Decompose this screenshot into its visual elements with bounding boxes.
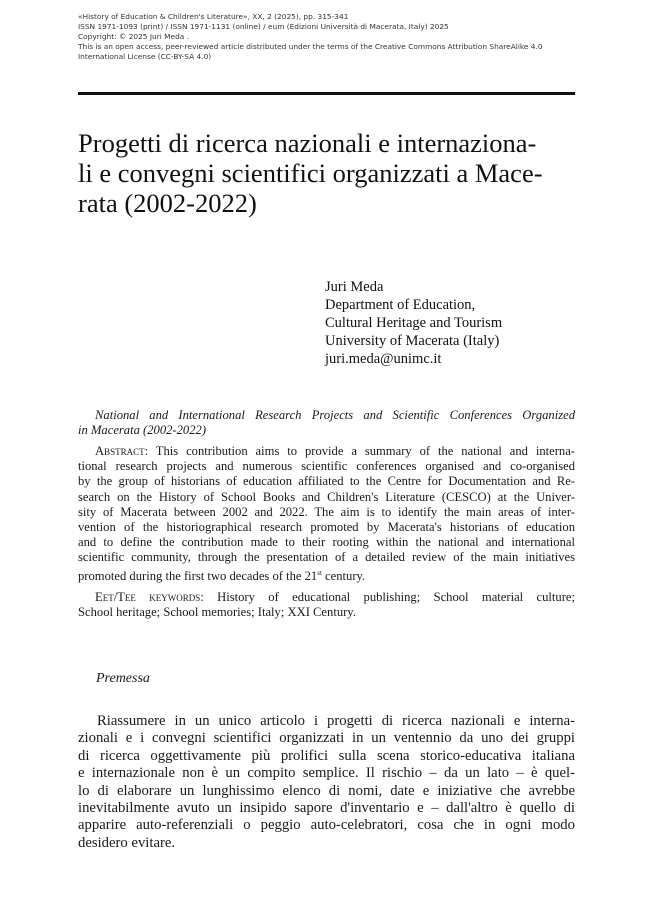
abstract-text: This contribution aims to provide a summary of the national and interna- [155, 444, 575, 458]
header-license-cont: International License (CC-BY-SA 4.0) [78, 52, 212, 61]
keywords-line [78, 590, 575, 605]
author-department: Department of Education, [325, 297, 476, 313]
abstract-text: century. [321, 568, 366, 583]
keywords-text: History of educational publishing; School material culture; [217, 590, 575, 604]
abstract-line: tional research projects and numerous scientific conferences organised and co-organised [78, 459, 575, 474]
title-line: rata (2002-2022) [78, 188, 257, 218]
header-copyright: Copyright: © 2025 Juri Meda . [78, 32, 189, 41]
abstract-line [78, 444, 575, 459]
keywords-line: School heritage; School memories; Italy; XXI Century. [78, 605, 356, 620]
author-email[interactable]: juri.meda@unimc.it [325, 351, 442, 367]
english-title-line: National and International Research Projects and Scientific Conferences Organized [95, 408, 575, 422]
abstract-line [78, 566, 575, 584]
body-line: zionali e i convegni scientifici organizzati in un ventennio da uno dei gruppi [78, 730, 575, 747]
journal-header [78, 12, 598, 62]
author-name: Juri Meda [325, 279, 384, 295]
body-line: Riassumere in un unico articolo i progetti di ricerca nazionali e interna- [97, 713, 575, 729]
body-line: lo di elaborare un lunghissimo elenco di nomi, date e iniziative che avrebbe [78, 782, 575, 799]
body-line: desidero evitare. [78, 834, 176, 851]
abstract-line: vention of the historiographical research promoted by Macerata's historians of education [78, 520, 575, 535]
body-line: apparire auto-referenziali o peggio auto-celebratori, cosa che in ogni modo [78, 817, 575, 834]
author-block [325, 278, 502, 368]
abstract-line: and to define the contribution made to their rooting within the national and international [78, 535, 575, 550]
abstract-text: promoted during the first two decades of the 21 [78, 568, 318, 583]
english-title [78, 408, 575, 438]
body-paragraph [78, 713, 575, 852]
abstract-line: by the group of historians of education affiliated to the Centre for Documentation and Re- [78, 474, 575, 489]
abstract [78, 444, 575, 584]
body-line: e internazionale non è un compito semplice. Il rischio – da un lato – è quel- [78, 765, 575, 782]
section-heading: Premessa [96, 671, 150, 686]
header-license: This is an open access, peer-reviewed article distributed under the terms of the Creative Commons Attribution ShareAlike 4.0 [78, 42, 543, 51]
english-title-line: in Macerata (2002-2022) [78, 423, 207, 438]
keywords [78, 590, 575, 620]
body-line: di ricerca oggettivamente più prolifici sulla scena storico-educativa italiana [78, 747, 575, 764]
header-citation: «History of Education & Children's Literature», XX, 2 (2025), pp. 315-341 [78, 12, 349, 21]
title-line: li e convegni scientifici organizzati a Mace- [78, 158, 543, 188]
title-line: Progetti di ricerca nazionali e internaziona- [78, 128, 537, 158]
author-university: University of Macerata (Italy) [325, 333, 500, 349]
abstract-label: Abstract: [95, 444, 149, 458]
body-line: inevitabilmente avuto un insipido sapore d'inventario e – dall'altro è quello di [78, 800, 575, 817]
abstract-line: search on the History of School Books and Children's Literature (CESCO) at the Univer- [78, 489, 575, 504]
abstract-line: scientific community, through the presentation of a detailed review of the main initiatives [78, 550, 575, 565]
keywords-label: Eet/Tee keywords: [95, 590, 204, 604]
header-issn: ISSN 1971-1093 (print) / ISSN 1971-1131 (online) / eum (Edizioni Università di Macerata, Italy) 2025 [78, 22, 449, 31]
article-title [78, 128, 578, 218]
header-rule [78, 92, 575, 95]
abstract-line: sity of Macerata between 2002 and 2022. The aim is to identify the main areas of inter- [78, 504, 575, 519]
ordinal-superscript: st [317, 568, 322, 577]
author-department-cont: Cultural Heritage and Tourism [325, 315, 503, 331]
